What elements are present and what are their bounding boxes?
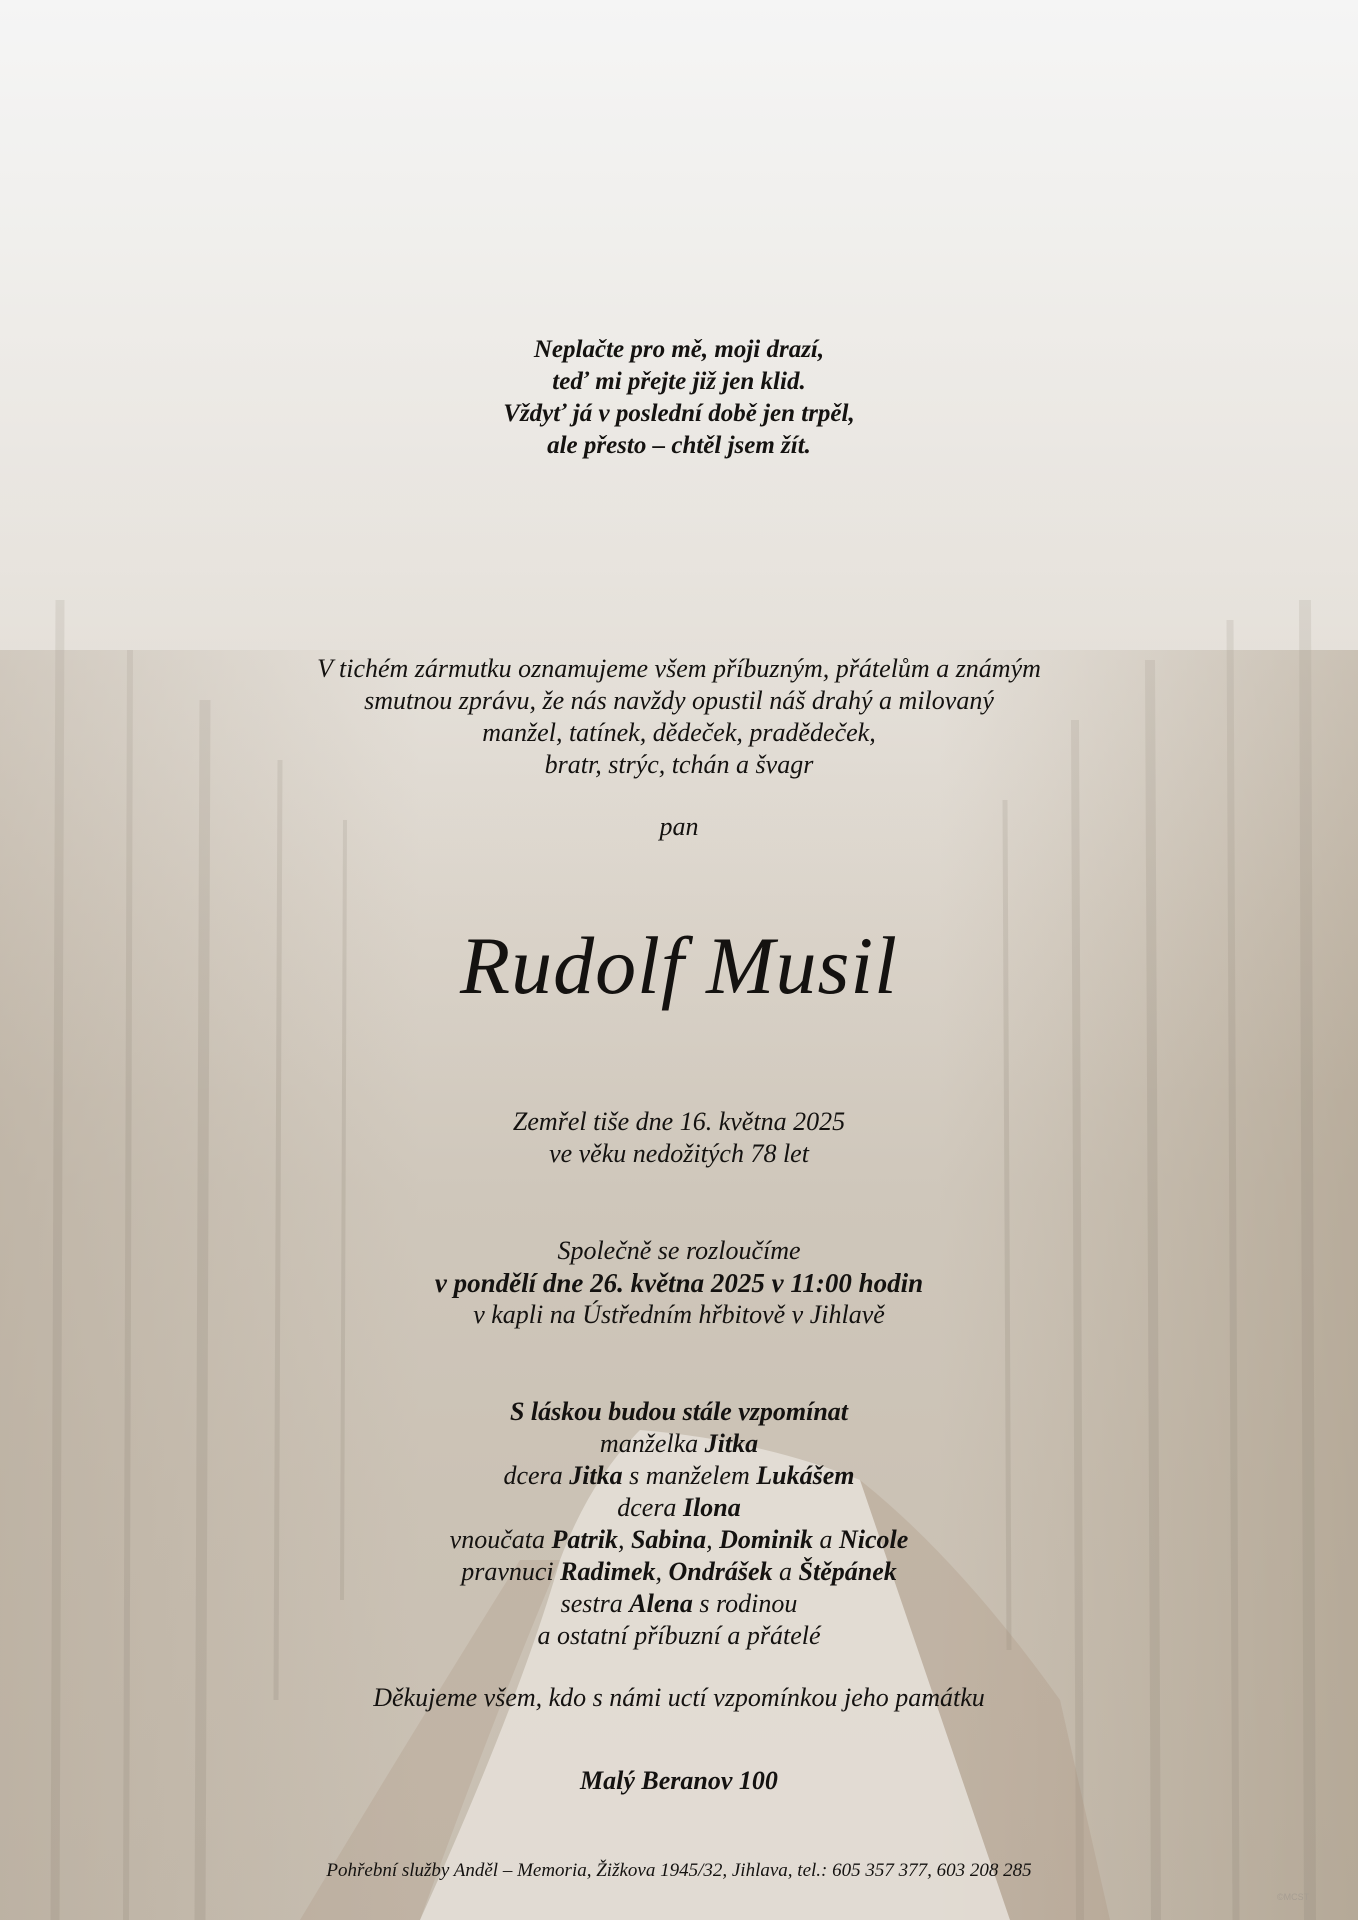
announcement-line: V tichém zármutku oznamujeme všem příbuzným, přátelům a známým — [317, 654, 1041, 683]
thanks-line: Děkujeme všem, kdo s námi uctí vzpomínkou jeho památku — [373, 1683, 985, 1712]
death-info — [0, 1106, 1358, 1170]
poem-line: Neplačte pro mě, moji drazí, — [533, 336, 825, 363]
mourners-list — [0, 1396, 1358, 1652]
funeral-place: v kapli na Ústředním hřbitově v Jihlavě — [473, 1300, 885, 1329]
mourners-heading: S láskou budou stále vzpomínat — [509, 1397, 849, 1426]
announcement-line: smutnou zprávu, že nás navždy opustil náš drahý a milovaný — [364, 686, 994, 715]
funeral-service-footer: Pohřební služby Anděl – Memoria, Žižkova 1945/32, Jihlava, tel.: 605 357 377, 603 208 285 — [326, 1860, 1032, 1881]
poem-line: Vždyť já v poslední době jen trpěl, — [503, 400, 855, 427]
mourner-daughter: dcera Ilona — [617, 1493, 741, 1522]
memorial-poem — [0, 334, 1358, 462]
announcement-text — [0, 653, 1358, 781]
announcement-line: manžel, tatínek, dědeček, pradědeček, — [482, 718, 876, 747]
mourner-sister: sestra Alena s rodinou — [560, 1589, 798, 1618]
deceased-name: Rudolf Musil — [460, 920, 898, 1011]
poem-line: ale přesto – chtěl jsem žít. — [547, 432, 811, 459]
salutation: pan — [659, 812, 699, 841]
mourner-daughter: dcera Jitka s manželem Lukášem — [503, 1461, 855, 1490]
corner-mark: ©MCST — [1277, 1892, 1310, 1902]
death-date: Zemřel tiše dne 16. května 2025 — [512, 1107, 846, 1136]
poem-line: teď mi přejte již jen klid. — [552, 368, 806, 395]
farewell-intro: Společně se rozloučíme — [557, 1236, 801, 1265]
funeral-datetime: v pondělí dne 26. května 2025 v 11:00 hodin — [434, 1268, 924, 1298]
mourner-wife: manželka Jitka — [599, 1429, 759, 1458]
family-address: Malý Beranov 100 — [580, 1766, 778, 1795]
funeral-info — [0, 1235, 1358, 1331]
mourner-great-grandchildren: pravnuci Radimek, Ondrášek a Štěpánek — [461, 1557, 897, 1586]
death-age: ve věku nedožitých 78 let — [549, 1139, 809, 1168]
mourner-grandchildren: vnoučata Patrik, Sabina, Dominik a Nicole — [449, 1525, 909, 1554]
announcement-line: bratr, strýc, tchán a švagr — [544, 750, 814, 779]
mourner-others: a ostatní příbuzní a přátelé — [537, 1621, 821, 1650]
